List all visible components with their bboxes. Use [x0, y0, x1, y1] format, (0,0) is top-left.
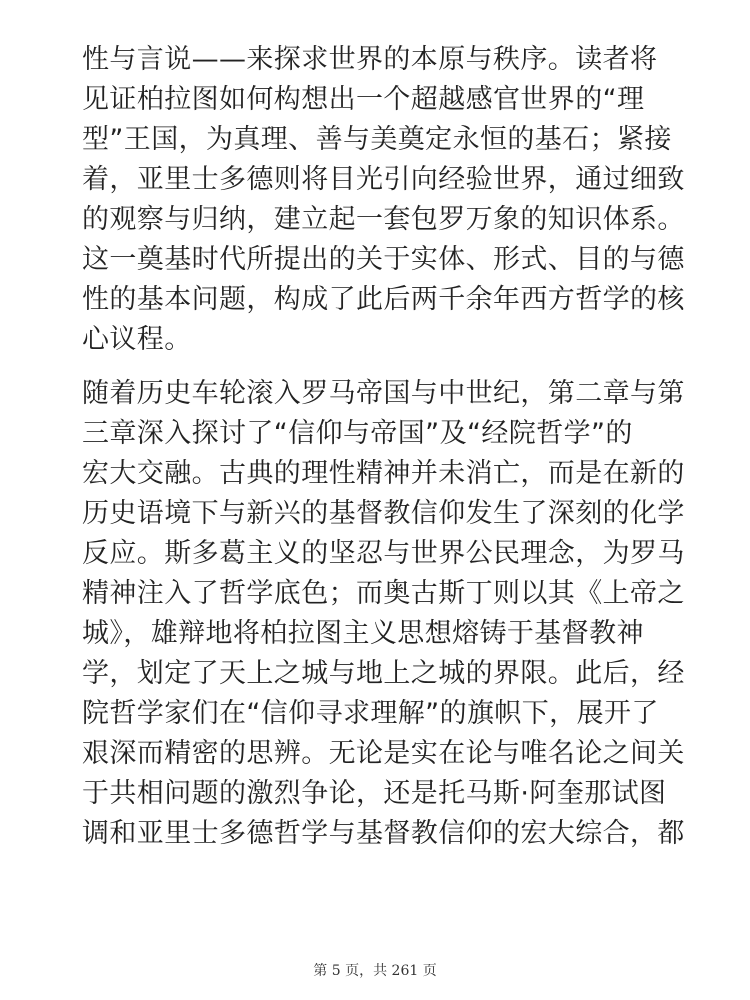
- text-line: 三章深入探讨了“信仰与帝国”及“经院哲学”的: [82, 418, 633, 449]
- text-line: 心议程。: [82, 324, 192, 355]
- text-line: 于共相问题的激烈争论，还是托马斯·阿奎那试图: [82, 778, 667, 809]
- text-line: 城》，雄辩地将柏拉图主义思想熔铸于基督教神: [82, 618, 644, 649]
- text-line: 学，划定了天上之城与地上之城的界限。此后，经: [82, 658, 685, 689]
- text-line: 调和亚里士多德哲学与基督教信仰的宏大综合，都: [82, 818, 685, 849]
- text-line: 随着历史车轮滚入罗马帝国与中世纪，第二章与第: [82, 378, 685, 409]
- text-line: 性与言说——来探求世界的本原与秩序。读者将: [82, 44, 658, 75]
- text-line: 艰深而精密的思辨。无论是实在论与唯名论之间关: [82, 738, 685, 769]
- text-line: 着，亚里士多德则将目光引向经验世界，通过细致: [82, 164, 685, 195]
- text-line: 院哲学家们在“信仰寻求理解”的旗帜下，展开了: [82, 698, 659, 729]
- text-line: 历史语境下与新兴的基督教信仰发生了深刻的化学: [82, 498, 685, 529]
- text-line: 见证柏拉图如何构想出一个超越感官世界的“理: [82, 84, 645, 115]
- document-body: [82, 40, 685, 868]
- text-line: 性的基本问题，构成了此后两千余年西方哲学的核: [82, 284, 685, 315]
- text-line: 宏大交融。古典的理性精神并未消亡，而是在新的: [82, 458, 685, 489]
- page-number-footer: [0, 960, 750, 980]
- text-line: 型”王国，为真理、善与美奠定永恒的基石；紧接: [82, 124, 672, 155]
- text-line: 的观察与归纳，建立起一套包罗万象的知识体系。: [82, 204, 685, 235]
- page-number-label: 第 5 页，共 261 页: [313, 963, 437, 979]
- text-line: 这一奠基时代所提出的关于实体、形式、目的与德: [82, 244, 685, 275]
- text-line: 反应。斯多葛主义的坚忍与世界公民理念，为罗马: [82, 538, 685, 569]
- text-line: 精神注入了哲学底色；而奥古斯丁则以其《上帝之: [82, 578, 685, 609]
- paragraph-1: [82, 40, 685, 360]
- paragraph-2: [82, 374, 685, 854]
